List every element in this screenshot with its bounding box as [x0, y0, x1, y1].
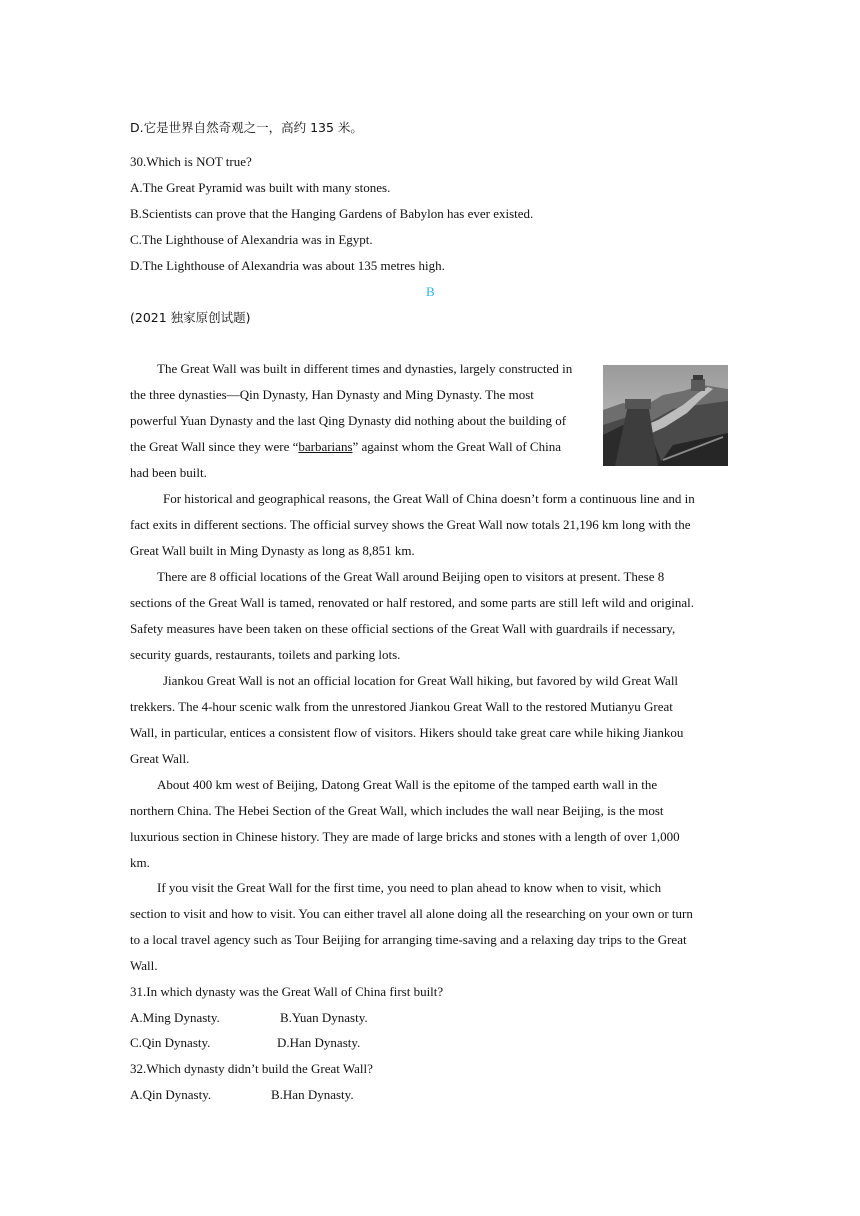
q32-stem: 32.Which dynasty didn’t build the Great Wall?: [130, 1061, 373, 1076]
q30-option-a: A.The Great Pyramid was built with many stones.: [130, 180, 391, 195]
q31-option-d: D.Han Dynasty.: [277, 1035, 361, 1050]
q31-option-b: B.Yuan Dynasty.: [280, 1010, 368, 1025]
q32-option-a: A.Qin Dynasty.: [130, 1087, 212, 1102]
passage-line: security guards, restaurants, toilets and parking lots.: [130, 647, 401, 662]
passage-line: luxurious section in Chinese history. They are made of large bricks and stones with a length of over 1,000: [130, 829, 680, 844]
q31-option-a: A.Ming Dynasty.: [130, 1010, 220, 1025]
passage-line: to a local travel agency such as Tour Beijing for arranging time-saving and a relaxing day trips to the Great: [130, 932, 687, 947]
passage-line: section to visit and how to visit. You can either travel all alone doing all the researching on your own or turn: [130, 906, 693, 921]
passage-line: Jiankou Great Wall is not an official location for Great Wall hiking, but favored by wild Great Wall: [163, 673, 679, 688]
passage-line: the three dynasties—Qin Dynasty, Han Dynasty and Ming Dynasty. The most: [130, 387, 534, 402]
passage-line: km.: [130, 855, 150, 870]
passage-text: ” against whom the Great Wall of China: [352, 439, 561, 454]
passage-line: Great Wall.: [130, 751, 190, 766]
passage-line: northern China. The Hebei Section of the Great Wall, which includes the wall near Beijing, is the most: [130, 803, 664, 818]
q31-stem: 31.In which dynasty was the Great Wall of China first built?: [130, 984, 444, 999]
q30-option-b: B.Scientists can prove that the Hanging Gardens of Babylon has ever existed.: [130, 206, 534, 221]
q31-option-c: C.Qin Dynasty.: [130, 1035, 211, 1050]
passage-line: Wall, in particular, entices a consistent flow of visitors. Hikers should take great care while hiking Jiankou: [130, 725, 684, 740]
q29-option-d: D.它是世界自然奇观之一，高约 135 米。: [130, 120, 363, 135]
passage-line: About 400 km west of Beijing, Datong Great Wall is the epitome of the tamped earth wall in the: [157, 777, 658, 792]
passage-text: the Great Wall since they were “: [130, 439, 299, 454]
passage-line: Great Wall built in Ming Dynasty as long as 8,851 km.: [130, 543, 415, 558]
passage-line: sections of the Great Wall is tamed, renovated or half restored, and some parts are still left wild and original.: [130, 595, 695, 610]
passage-line: had been built.: [130, 465, 207, 480]
passage-line: Wall.: [130, 958, 158, 973]
q30-stem: 30.Which is NOT true?: [130, 154, 252, 169]
passage-line: trekkers. The 4-hour scenic walk from the unrestored Jiankou Great Wall to the restored Mutianyu Great: [130, 699, 673, 714]
great-wall-photo: [603, 365, 728, 466]
q30-option-d: D.The Lighthouse of Alexandria was about 135 metres high.: [130, 258, 445, 273]
passage-line: If you visit the Great Wall for the first time, you need to plan ahead to know when to visit, which: [157, 880, 662, 895]
q32-option-b: B.Han Dynasty.: [271, 1087, 354, 1102]
passage-line: The Great Wall was built in different times and dynasties, largely constructed in: [157, 361, 573, 376]
passage-line: [130, 434, 561, 460]
source-note: (2021 独家原创试题): [130, 310, 251, 325]
underlined-word: barbarians: [298, 439, 353, 454]
passage-line: For historical and geographical reasons, the Great Wall of China doesn’t form a continuous line and in: [163, 491, 695, 506]
section-label: B: [426, 284, 435, 299]
passage-line: fact exits in different sections. The official survey shows the Great Wall now totals 21,196 km long with the: [130, 517, 691, 532]
passage-line: powerful Yuan Dynasty and the last Qing Dynasty did nothing about the building of: [130, 413, 567, 428]
passage-line: There are 8 official locations of the Great Wall around Beijing open to visitors at present. These 8: [157, 569, 665, 584]
passage-line: Safety measures have been taken on these official sections of the Great Wall with guardrails if necessary,: [130, 621, 676, 636]
q30-option-c: C.The Lighthouse of Alexandria was in Egypt.: [130, 232, 373, 247]
